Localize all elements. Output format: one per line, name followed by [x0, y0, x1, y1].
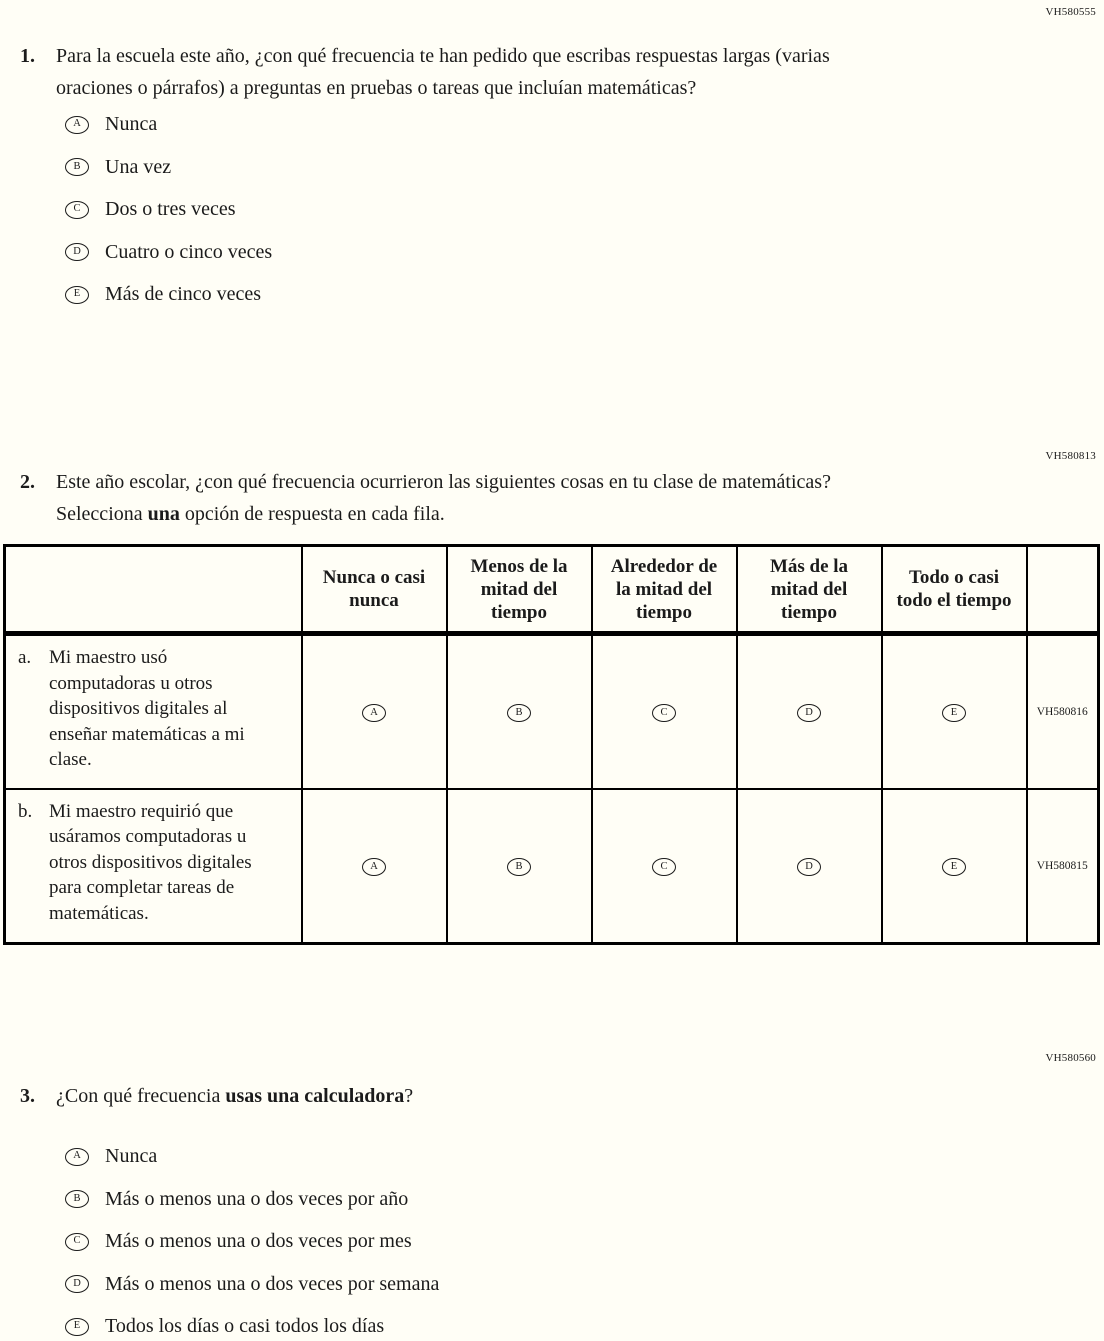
cell-b1 [302, 789, 447, 944]
option-row-c [65, 1231, 1094, 1252]
column-header-2: Menos de la mitad del tiempo [447, 546, 592, 634]
option-bubble-a[interactable]: A [65, 116, 89, 134]
option-row-e [65, 284, 1094, 305]
cell-b2 [447, 789, 592, 944]
response-bubble-b-e[interactable]: E [942, 858, 966, 876]
response-bubble-a-a[interactable]: A [362, 704, 386, 722]
cell-a5 [882, 634, 1027, 789]
statement-cell-b [5, 789, 302, 944]
cell-a4 [737, 634, 882, 789]
option-row-d [65, 1274, 1094, 1295]
question-code-3: VH580560 [1045, 1052, 1096, 1064]
option-label-b: Una vez [105, 155, 172, 178]
option-row-c [65, 199, 1094, 220]
option-label-c: Dos o tres veces [105, 198, 236, 220]
column-header-1: Nunca o casi nunca [302, 546, 447, 634]
response-bubble-a-d[interactable]: D [797, 704, 821, 722]
option-label-e: Todos los días o casi todos los días [105, 1315, 385, 1337]
question-1 [20, 40, 1094, 327]
row-code-a: VH580816 [1027, 634, 1099, 789]
response-bubble-b-d[interactable]: D [797, 858, 821, 876]
row-letter-a: a. [18, 647, 32, 668]
question-3-number: 3. [20, 1085, 35, 1107]
column-header-3: Alrededor de la mitad del tiempo [592, 546, 737, 634]
option-label-c: Más o menos una o dos veces por mes [105, 1230, 412, 1252]
option-label-a: Nunca [105, 1145, 158, 1167]
header-row [5, 546, 1099, 634]
question-2-number: 2. [20, 471, 35, 493]
option-bubble-e[interactable]: E [65, 286, 89, 304]
question-3-text-prefix: ¿Con qué frecuencia [56, 1085, 226, 1107]
option-label-d: Cuatro o cinco veces [105, 240, 273, 263]
option-bubble-d[interactable]: D [65, 243, 89, 261]
option-row-a [65, 114, 1094, 135]
question-code-2: VH580813 [1045, 450, 1096, 462]
table-row-a [5, 634, 1099, 789]
option-row-a [65, 1146, 1094, 1167]
cell-b5 [882, 789, 1027, 944]
question-2-matrix [3, 544, 1100, 945]
option-row-b [65, 1189, 1094, 1210]
option-label-d: Más o menos una o dos veces por semana [105, 1272, 440, 1295]
cell-a2 [447, 634, 592, 789]
response-bubble-a-c[interactable]: C [652, 704, 676, 722]
option-bubble-a[interactable]: A [65, 1148, 89, 1166]
row-code-b: VH580815 [1027, 789, 1099, 944]
response-bubble-a-e[interactable]: E [942, 704, 966, 722]
question-3-options [20, 1146, 1094, 1337]
row-statement-a: Mi maestro usó computadoras u otros dispositivos digitales al enseñar matemáticas a mi clase. [49, 647, 245, 770]
question-3-text [56, 1080, 413, 1112]
question-code-1: VH580555 [1045, 6, 1096, 18]
option-bubble-c[interactable]: C [65, 1233, 89, 1251]
question-2-text-bold: una [147, 503, 180, 525]
column-header-4: Más de la mitad del tiempo [737, 546, 882, 634]
response-bubble-a-b[interactable]: B [507, 704, 531, 722]
option-bubble-e[interactable]: E [65, 1318, 89, 1336]
question-1-text: Para la escuela este año, ¿con qué frecuencia te han pedido que escribas respuestas largas (varias oraciones o párrafos) a preguntas en pruebas o tareas que incluían matemáticas? [56, 45, 830, 99]
question-2-text [56, 466, 901, 530]
option-bubble-b[interactable]: B [65, 1190, 89, 1208]
response-bubble-b-b[interactable]: B [507, 858, 531, 876]
question-1-options [20, 114, 1094, 305]
option-label-b: Más o menos una o dos veces por año [105, 1187, 409, 1210]
question-2-text-prefix: Este año escolar, ¿con qué frecuencia ocurrieron las siguientes cosas en tu clase de matemáticas? Selecciona [56, 471, 831, 525]
question-2-text-suffix: opción de respuesta en cada fila. [179, 503, 445, 525]
response-bubble-b-a[interactable]: A [362, 858, 386, 876]
cell-a3 [592, 634, 737, 789]
option-row-d [65, 242, 1094, 263]
cell-a1 [302, 634, 447, 789]
row-statement-b: Mi maestro requirió que usáramos computadoras u otros dispositivos digitales para completar tareas de matemáticas. [49, 800, 252, 924]
question-3-text-suffix: ? [404, 1085, 414, 1107]
option-row-b [65, 157, 1094, 178]
question-1-number: 1. [20, 45, 35, 67]
response-matrix-table [3, 544, 1100, 945]
option-row-e [65, 1316, 1094, 1337]
cell-b3 [592, 789, 737, 944]
option-label-a: Nunca [105, 113, 158, 135]
cell-b4 [737, 789, 882, 944]
option-bubble-c[interactable]: C [65, 201, 89, 219]
statement-cell-a [5, 634, 302, 789]
column-header-5: Todo o casi todo el tiempo [882, 546, 1027, 634]
option-bubble-b[interactable]: B [65, 158, 89, 176]
header-code-column [1027, 546, 1099, 634]
question-2 [20, 466, 1094, 530]
table-row-b [5, 789, 1099, 944]
response-bubble-b-c[interactable]: C [652, 858, 676, 876]
header-empty [5, 546, 302, 634]
question-3-text-bold: usas una calculadora [225, 1085, 405, 1107]
option-label-e: Más de cinco veces [105, 283, 262, 305]
row-letter-b: b. [18, 800, 33, 822]
question-3 [20, 1080, 1094, 1341]
option-bubble-d[interactable]: D [65, 1275, 89, 1293]
